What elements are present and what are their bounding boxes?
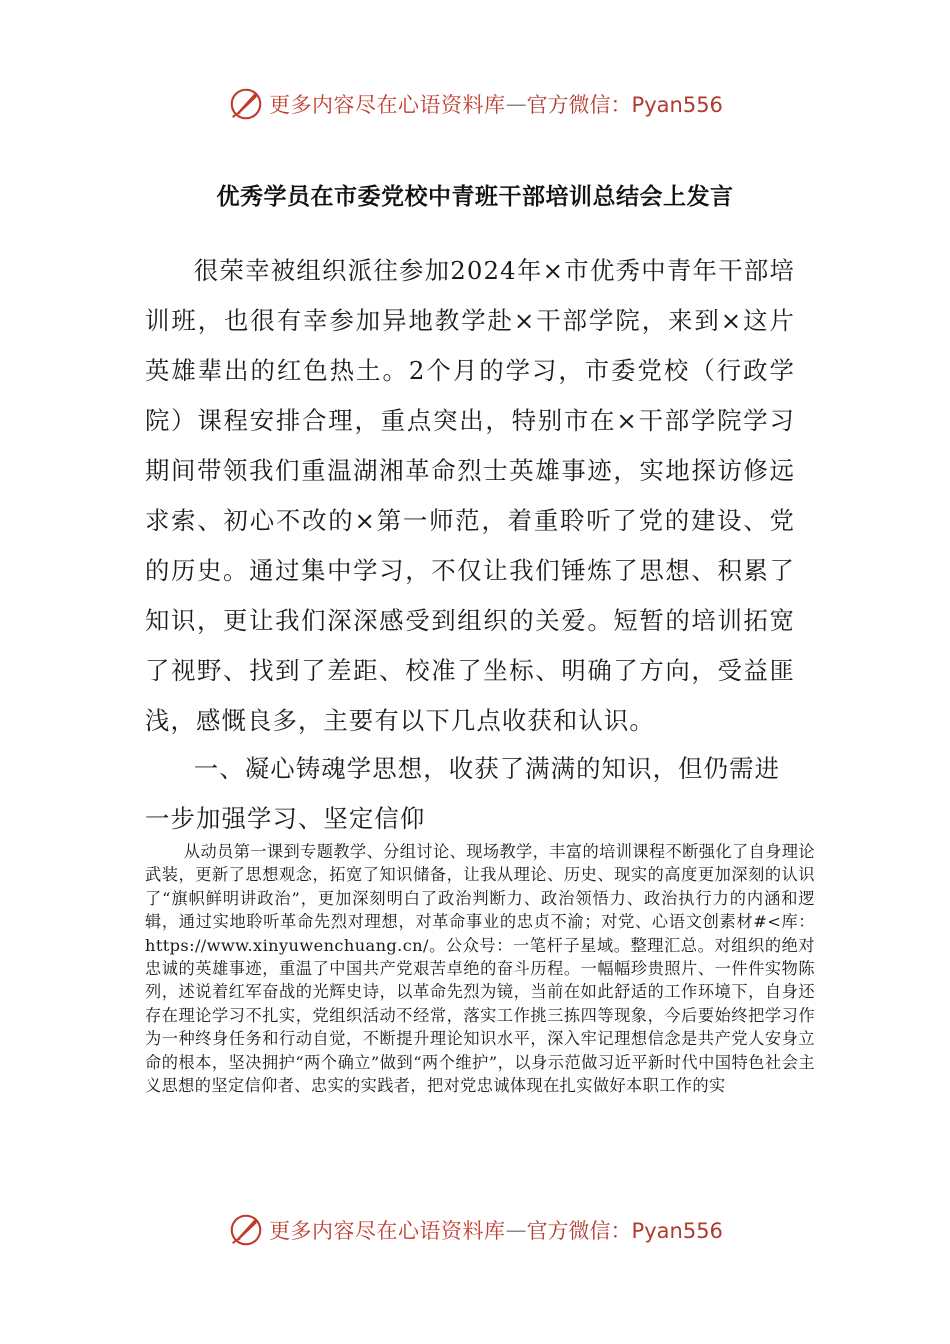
banner-text: 更多内容尽在心语资料库 — [269, 1219, 506, 1243]
header-banner — [0, 82, 950, 126]
quill-logo-icon — [227, 85, 265, 123]
document-title: 优秀学员在市委党校中青班干部培训总结会上发言 — [216, 184, 734, 210]
intro-paragraph: 很荣幸被组织派往参加2024年×市优秀中青年干部培训班，也很有幸参加异地教学赴×干部学院，来到×这片英雄辈出的红色热土。2个月的学习，市委党校（行政学院）课程安排合理，重点突出，特别市在×干部学院学习期间带领我们重温湖湘革命烈士英雄事迹，实地探访修远求索、初心不改的×第一师范，着重聆听了党的建设、党的历史。通过集中学习，不仅让我们锤炼了思想、积累了知识，更让我们深深感受到组织的关爱。短暂的培训拓宽了视野、找到了差距、校准了坐标、明确了方向，受益匪浅，感慨良多，主要有以下几点收获和认识。 — [145, 256, 795, 735]
banner-separator: — — [505, 92, 527, 116]
banner-text: 更多内容尽在心语资料库 — [269, 93, 506, 117]
banner-contact: 官方微信：Pyan556 — [526, 1219, 723, 1243]
section-heading: 一、凝心铸魂学思想，收获了满满的知识，但仍需进一步加强学习、坚定信仰 — [145, 754, 781, 833]
section-body: 从动员第一课到专题教学、分组讨论、现场教学，丰富的培训课程不断强化了自身理论武装，更新了思想观念，拓宽了知识储备，让我从理论、历史、现实的高度更加深刻的认识了“旗帜鲜明讲政治”，更加深刻明白了政治判断力、政治领悟力、政治执行力的内涵和逻辑，通过实地聆听革命先烈对理想，对革命事业的忠贞不渝；对党、心语文创素材#<库：https://www.xinyuwenchuang.cn/。公众号：一笔杆子星域。整理汇总。对组织的绝对忠诚的英雄事迹，重温了中国共产党艰苦卓绝的奋斗历程。一幅幅珍贵照片、一件件实物陈列，述说着红军奋战的光辉史诗，以革命先烈为镜，当前在如此舒适的工作环境下，自身还存在理论学习不扎实，党组织活动不经常，落实工作挑三拣四等现象，今后要始终把学习作为一种终身任务和行动自觉，不断提升理论知识水平，深入牢记理想信念是共产党人安身立命的根本，坚决拥护“两个确立”做到“两个维护”，以身示范做习近平新时代中国特色社会主义思想的坚定信仰者、忠实的实践者，把对党忠诚体现在扎实做好本职工作的实 — [145, 842, 815, 1096]
banner-separator: — — [505, 1218, 527, 1242]
quill-logo-icon — [227, 1211, 265, 1249]
footer-banner — [0, 1208, 950, 1252]
banner-contact: 官方微信：Pyan556 — [526, 93, 723, 117]
